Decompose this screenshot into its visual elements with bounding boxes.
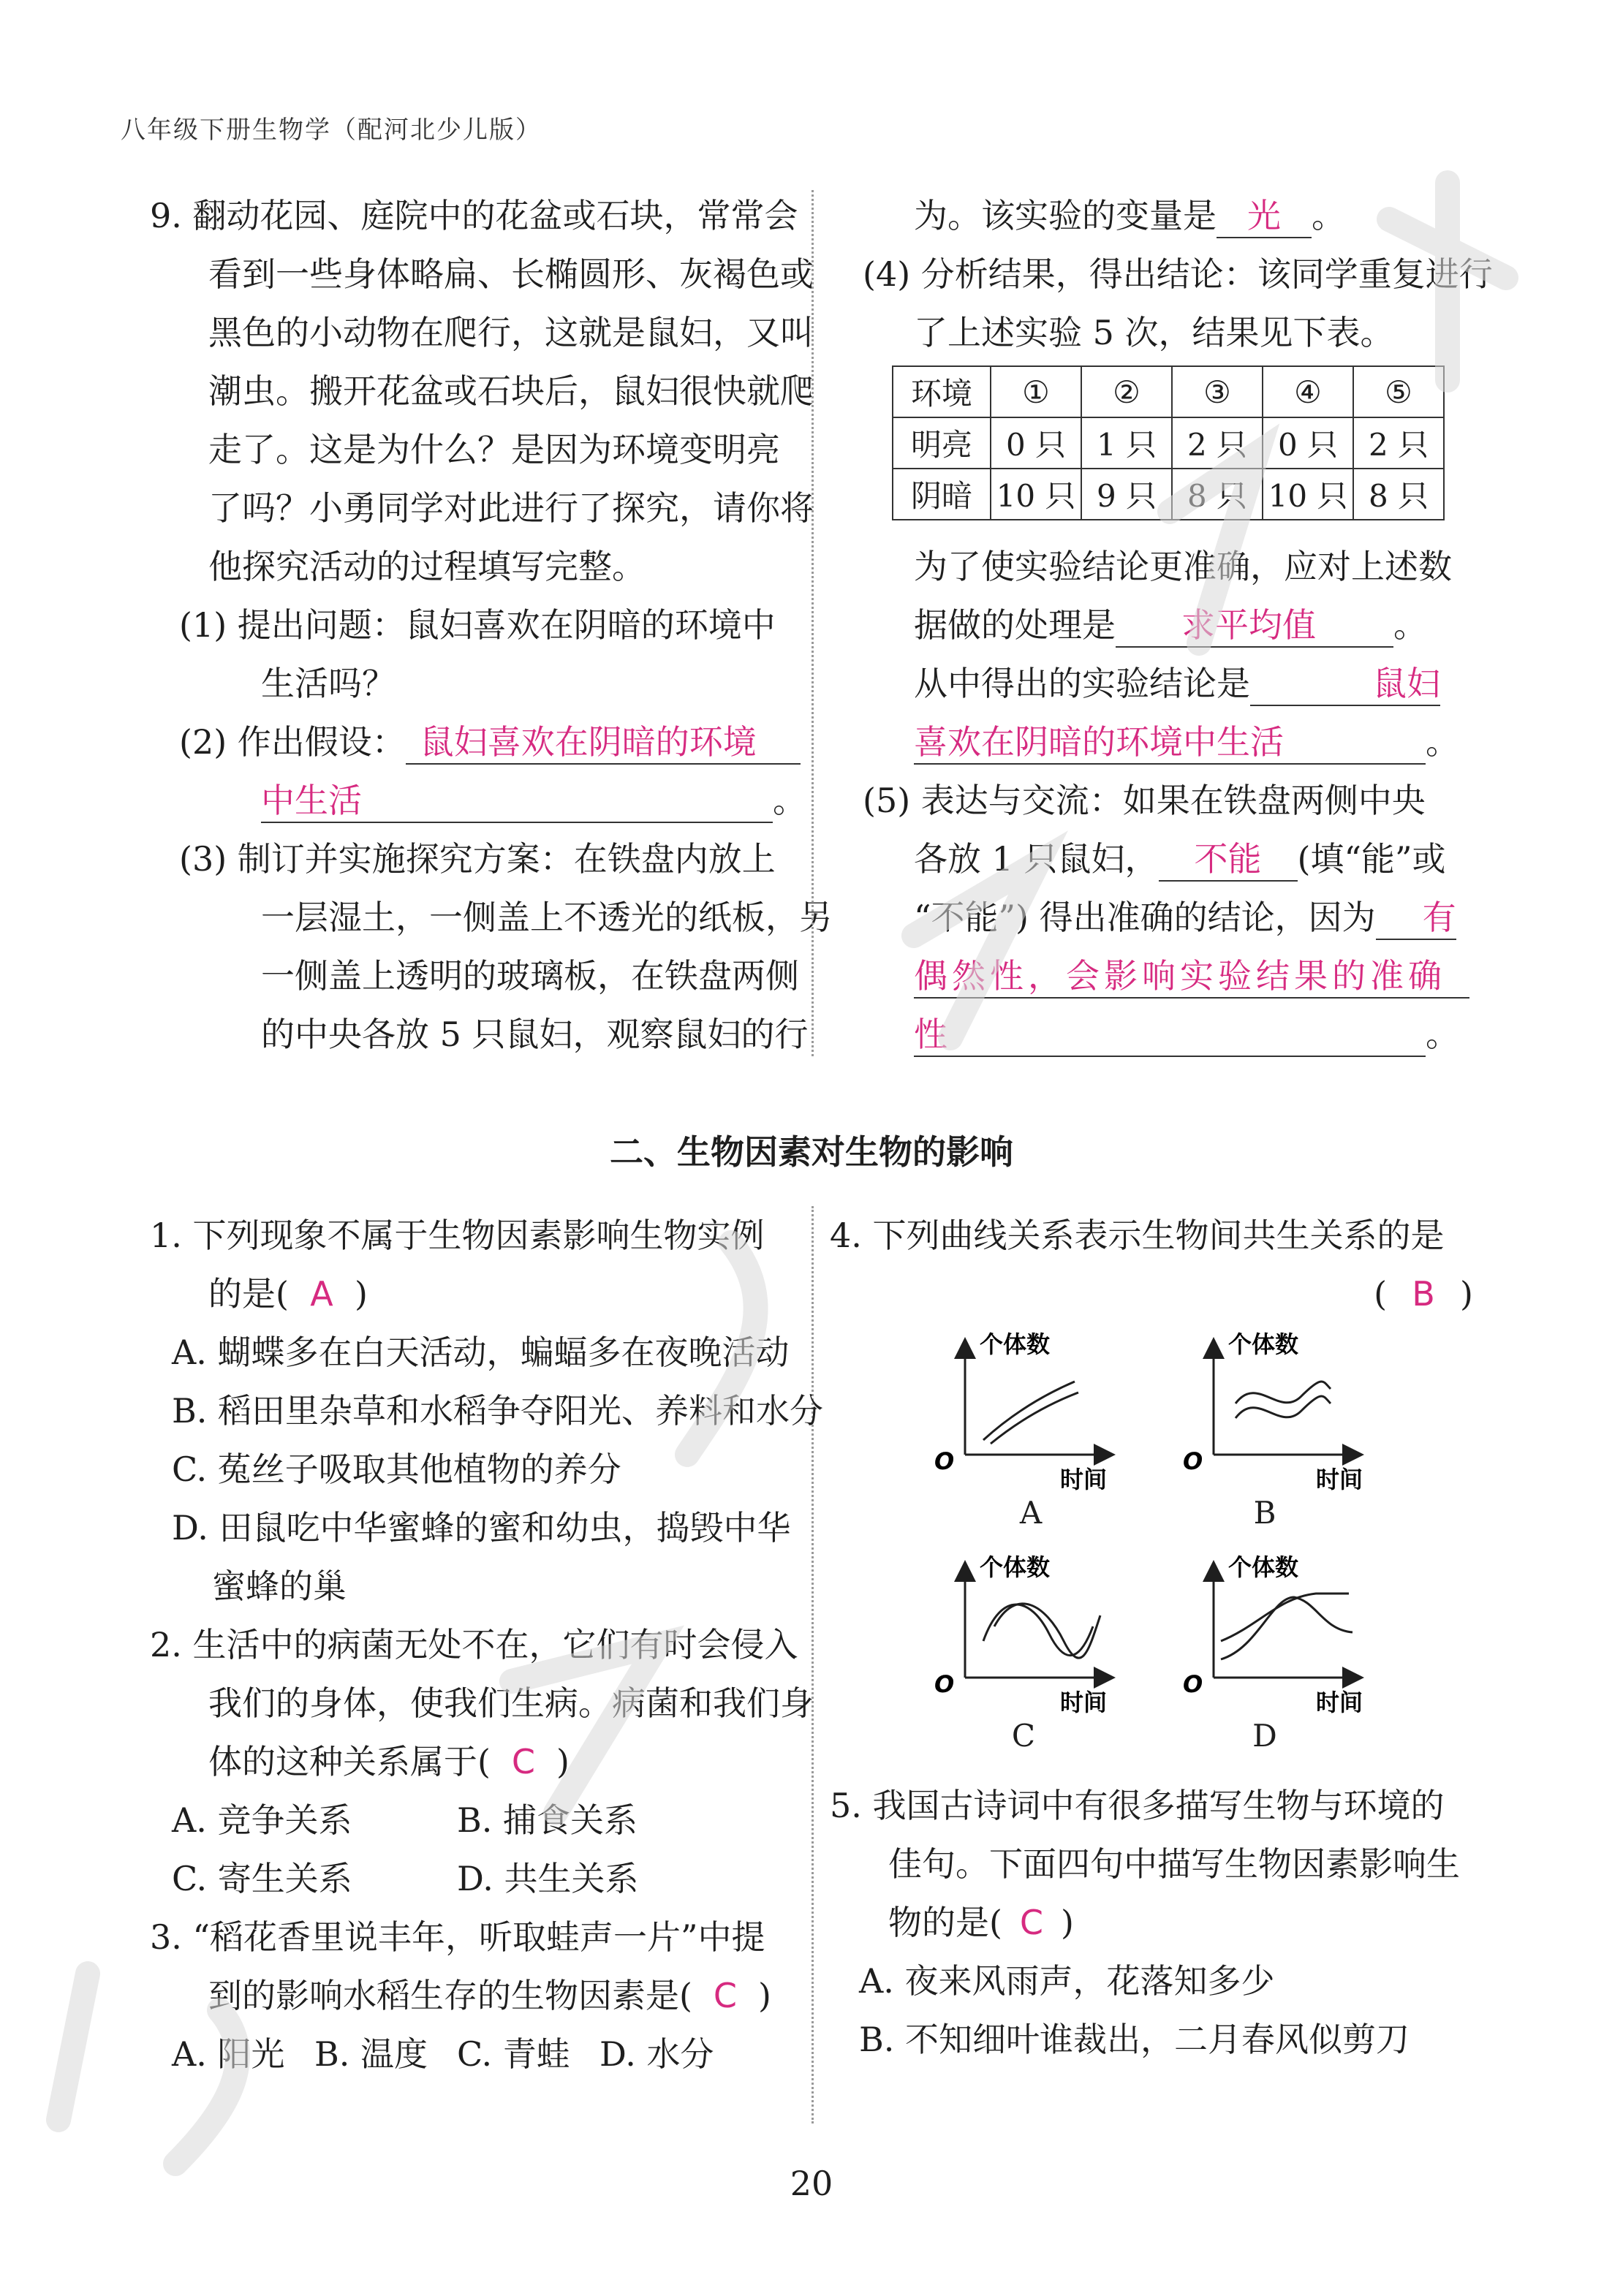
variable-prefix: 为。该实验的变量是 [914, 196, 1217, 235]
q9-variable-line [833, 186, 1477, 245]
table-cell: 2 只 [1353, 417, 1444, 469]
graph-c [928, 1546, 1133, 1717]
table-row [893, 469, 1444, 520]
q2-option: A. 竞争关系 [172, 1800, 352, 1840]
table-row [893, 417, 1444, 469]
x-axis-label: 时间 [1316, 1466, 1363, 1491]
table-cell: ④ [1263, 366, 1353, 417]
q3-options-row [150, 2025, 801, 2083]
q5-stem-cont [830, 1893, 1488, 1952]
q5-option: A. 夜来风雨声，花落知多少 [859, 1961, 1275, 2001]
q9-conclusion-cont [833, 713, 1477, 771]
table-cell: ⑤ [1353, 366, 1444, 417]
q1-option: C. 菟丝子吸取其他植物的养分 [172, 1450, 621, 1489]
table-cell: 环境 [893, 366, 991, 417]
origin-label: O [1183, 1447, 1203, 1475]
q5-option: B. 不知细叶谁裁出，二月春风似剪刀 [859, 2020, 1410, 2059]
period: 。 [1393, 605, 1427, 645]
table-cell: 10 只 [1263, 469, 1353, 520]
q5-stem-cont: 佳句。下面四句中描写生物因素影响生 [888, 1844, 1460, 1884]
q9-part5: (5) 表达与交流：如果在铁盘两侧中央 [863, 781, 1426, 820]
q2-stem-cont [150, 1732, 801, 1791]
y-axis-label: 个体数 [1228, 1330, 1299, 1358]
q9-part3-cont: 一侧盖上透明的玻璃板，在铁盘两侧 [261, 956, 799, 996]
q3-option: C. 青蛙 [457, 2034, 570, 2074]
origin-label: O [934, 1670, 955, 1698]
conclusion-answer-1: 鼠妇 [1250, 662, 1440, 706]
q2-option: B. 捕食关系 [457, 1800, 638, 1840]
table-cell: 9 只 [1081, 469, 1172, 520]
process-answer: 求平均值 [1116, 604, 1393, 648]
hypothesis-answer-1: 鼠妇喜欢在阴暗的环境 [406, 721, 801, 765]
part5-prefix: 各放 1 只鼠妇， [914, 839, 1159, 879]
q2-stem: 2. 生活中的病菌无处不在，它们有时会侵入 [150, 1625, 798, 1664]
q4-answer: B [1412, 1274, 1435, 1314]
table-cell: ① [991, 366, 1081, 417]
q3-option: A. 阳光 [172, 2034, 285, 2074]
part5-suffix: (填“能”或 [1297, 839, 1446, 879]
graph-c-svg [928, 1546, 1133, 1714]
q1-option-cont: 蜜蜂的巢 [212, 1566, 347, 1606]
table-cell: 0 只 [1263, 417, 1353, 469]
graph-a [928, 1323, 1133, 1494]
paren-close: ) [354, 1274, 368, 1314]
table-cell: ③ [1172, 366, 1263, 417]
q9-part3-cont: 一层湿土，一侧盖上不透光的纸板，另 [261, 898, 833, 937]
q2-options-row [150, 1791, 801, 1849]
q5-block [830, 1776, 1488, 2069]
q9-part4: (4) 分析结果，得出结论：该同学重复进行 [863, 254, 1493, 294]
variable-answer: 光 [1217, 194, 1312, 238]
table-cell: 8 只 [1353, 469, 1444, 520]
q3-answer: C [713, 1976, 738, 2015]
q9-process-line: 为了使实验结论更准确，应对上述数 [914, 547, 1452, 586]
q9-part3: (3) 制订并实施探究方案：在铁盘内放上 [179, 839, 776, 879]
q9-stem-line: 9. 翻动花园、庭院中的花盆或石块，常常会 [150, 196, 798, 235]
q4-stem: 4. 下列曲线关系表示生物间共生关系的是 [830, 1216, 1445, 1255]
hypothesis-answer-2: 中生活 [261, 779, 773, 823]
paren-close: ) [1060, 1903, 1074, 1942]
paren-close: ) [556, 1742, 570, 1781]
curve-1 [1236, 1382, 1331, 1403]
process-prefix: 据做的处理是 [914, 605, 1116, 645]
graph-a-svg [928, 1323, 1133, 1491]
q3-stem-cont [150, 1966, 801, 2025]
curve-2 [1236, 1396, 1331, 1418]
table-cell: ② [1081, 366, 1172, 417]
q9-right-column-lower [833, 537, 1477, 1064]
table-cell: 0 只 [991, 417, 1081, 469]
q2-answer: C [511, 1742, 536, 1781]
conclusion-prefix: 从中得出的实验结论是 [914, 664, 1250, 703]
graph-d [1177, 1546, 1382, 1717]
q9-stem-line: 他探究活动的过程填写完整。 [208, 547, 646, 586]
q4-answer-line [830, 1265, 1488, 1323]
q1-option: B. 稻田里杂草和水稻争夺阳光、养料和水分 [172, 1391, 824, 1431]
table-cell: 2 只 [1172, 417, 1263, 469]
q9-part5-cont [833, 830, 1477, 888]
table-cell: 8 只 [1172, 469, 1263, 520]
running-header: 八年级下册生物学（配河北少儿版） [121, 115, 542, 145]
q9-part5-reason-end [833, 1005, 1477, 1064]
table-cell: 10 只 [991, 469, 1081, 520]
q5-stem: 5. 我国古诗词中有很多描写生物与环境的 [830, 1786, 1445, 1825]
q9-part4-cont: 了上述实验 5 次，结果见下表。 [914, 313, 1394, 352]
q3-option: D. 水分 [599, 2034, 714, 2074]
table-header-row [893, 366, 1444, 417]
table-cell: 1 只 [1081, 417, 1172, 469]
section-title: 二、生物因素对生物的影响 [610, 1132, 1013, 1172]
q9-part3-cont: 的中央各放 5 只鼠妇，观察鼠妇的行 [261, 1015, 809, 1054]
q9-part2 [150, 713, 793, 771]
q9-stem-line: 潮虫。搬开花盆或石块后，鼠妇很快就爬 [208, 371, 814, 411]
part5-answer-1: 不能 [1159, 838, 1298, 882]
q9-stem-line: 了吗？小勇同学对此进行了探究，请你将 [208, 488, 814, 528]
period: 。 [1312, 196, 1345, 235]
y-axis-label: 个体数 [1228, 1553, 1299, 1581]
period: 。 [1426, 1015, 1459, 1054]
column-divider [812, 1206, 814, 2123]
page-number: 20 [790, 2164, 833, 2203]
x-axis-label: 时间 [1060, 1466, 1108, 1491]
q4-stem-block [830, 1206, 1488, 1323]
graph-c-label: C [1011, 1718, 1036, 1754]
q9-right-column [833, 186, 1493, 362]
q2-options-row [150, 1849, 801, 1908]
q9-part5-reason-cont [833, 947, 1477, 1005]
q3-option: B. 温度 [314, 2034, 428, 2074]
q2-option: C. 寄生关系 [172, 1859, 352, 1898]
q3-stem-prefix: 到的影响水稻生存的生物因素是( [208, 1976, 692, 2015]
q1-option: D. 田鼠吃中华蜜蜂的蜜和幼虫，捣毁中华 [172, 1508, 791, 1547]
q9-stem-line: 看到一些身体略扁、长椭圆形、灰褐色或 [208, 254, 814, 294]
period: 。 [1426, 722, 1459, 762]
period: 。 [773, 781, 806, 820]
paren-close: ) [1460, 1274, 1473, 1314]
q9-left-column [150, 186, 833, 1064]
q9-process-answer-line [833, 596, 1477, 654]
paren-open: ( [1374, 1274, 1388, 1314]
curve-1 [983, 1604, 1093, 1656]
watermark-stroke [58, 1974, 88, 2120]
reason-prefix: “不能”) 得出准确的结论，因为 [914, 898, 1376, 937]
q9-stem-line: 走了。这是为什么？是因为环境变明亮 [208, 430, 780, 469]
curve-1 [983, 1382, 1075, 1440]
reason-answer-3: 性 [914, 1013, 1426, 1057]
reason-answer-1: 有 [1376, 896, 1456, 940]
q3-stem: 3. “稻花香里说丰年，听取蛙声一片”中提 [150, 1917, 765, 1957]
q2-option: D. 共生关系 [457, 1859, 639, 1898]
q1-option: A. 蝴蝶多在白天活动，蝙蝠多在夜晚活动 [172, 1333, 790, 1372]
q1-stem-cont [150, 1265, 801, 1323]
q1-answer: A [310, 1274, 333, 1314]
curve-2 [991, 1393, 1078, 1444]
y-axis-label: 个体数 [980, 1553, 1051, 1581]
table-cell: 阴暗 [893, 469, 991, 520]
q9-part1-cont: 生活吗？ [261, 664, 396, 703]
graph-b [1177, 1323, 1382, 1494]
x-axis-label: 时间 [1316, 1689, 1363, 1714]
graph-d-label: D [1252, 1718, 1277, 1754]
table-cell: 明亮 [893, 417, 991, 469]
results-table [892, 365, 1445, 520]
curve-2 [1221, 1597, 1352, 1659]
graph-d-svg [1177, 1546, 1382, 1714]
q9-part2-cont [150, 771, 806, 830]
column-divider [812, 190, 814, 1056]
origin-label: O [1183, 1670, 1203, 1698]
x-axis-label: 时间 [1060, 1689, 1108, 1714]
q9-part5-reason-line [833, 888, 1477, 947]
q5-stem-prefix: 物的是( [888, 1903, 1002, 1942]
paren-close: ) [757, 1976, 771, 2015]
q1-stem: 1. 下列现象不属于生物因素影响生物实例 [150, 1216, 765, 1255]
q2-stem-prefix: 体的这种关系属于( [208, 1742, 491, 1781]
conclusion-answer-2: 喜欢在阴暗的环境中生活 [914, 721, 1426, 765]
graph-a-label: A [1019, 1495, 1043, 1531]
y-axis-label: 个体数 [980, 1330, 1051, 1358]
q9-stem-line: 黑色的小动物在爬行，这就是鼠妇，又叫 [208, 313, 814, 352]
graph-b-label: B [1253, 1495, 1276, 1531]
q9-conclusion-line [833, 654, 1477, 713]
graph-b-svg [1177, 1323, 1382, 1491]
q9-part2-prefix: (2) 作出假设： [179, 722, 406, 762]
paren-open: 的是( [208, 1274, 289, 1314]
reason-answer-2: 偶然性，会影响实验结果的准确 [914, 955, 1469, 999]
q9-part1: (1) 提出问题：鼠妇喜欢在阴暗的环境中 [179, 605, 776, 645]
q5-answer: C [1019, 1903, 1044, 1942]
origin-label: O [934, 1447, 955, 1475]
mc-left-column [150, 1206, 824, 2083]
q2-stem-cont: 我们的身体，使我们生病。病菌和我们身 [208, 1683, 814, 1723]
